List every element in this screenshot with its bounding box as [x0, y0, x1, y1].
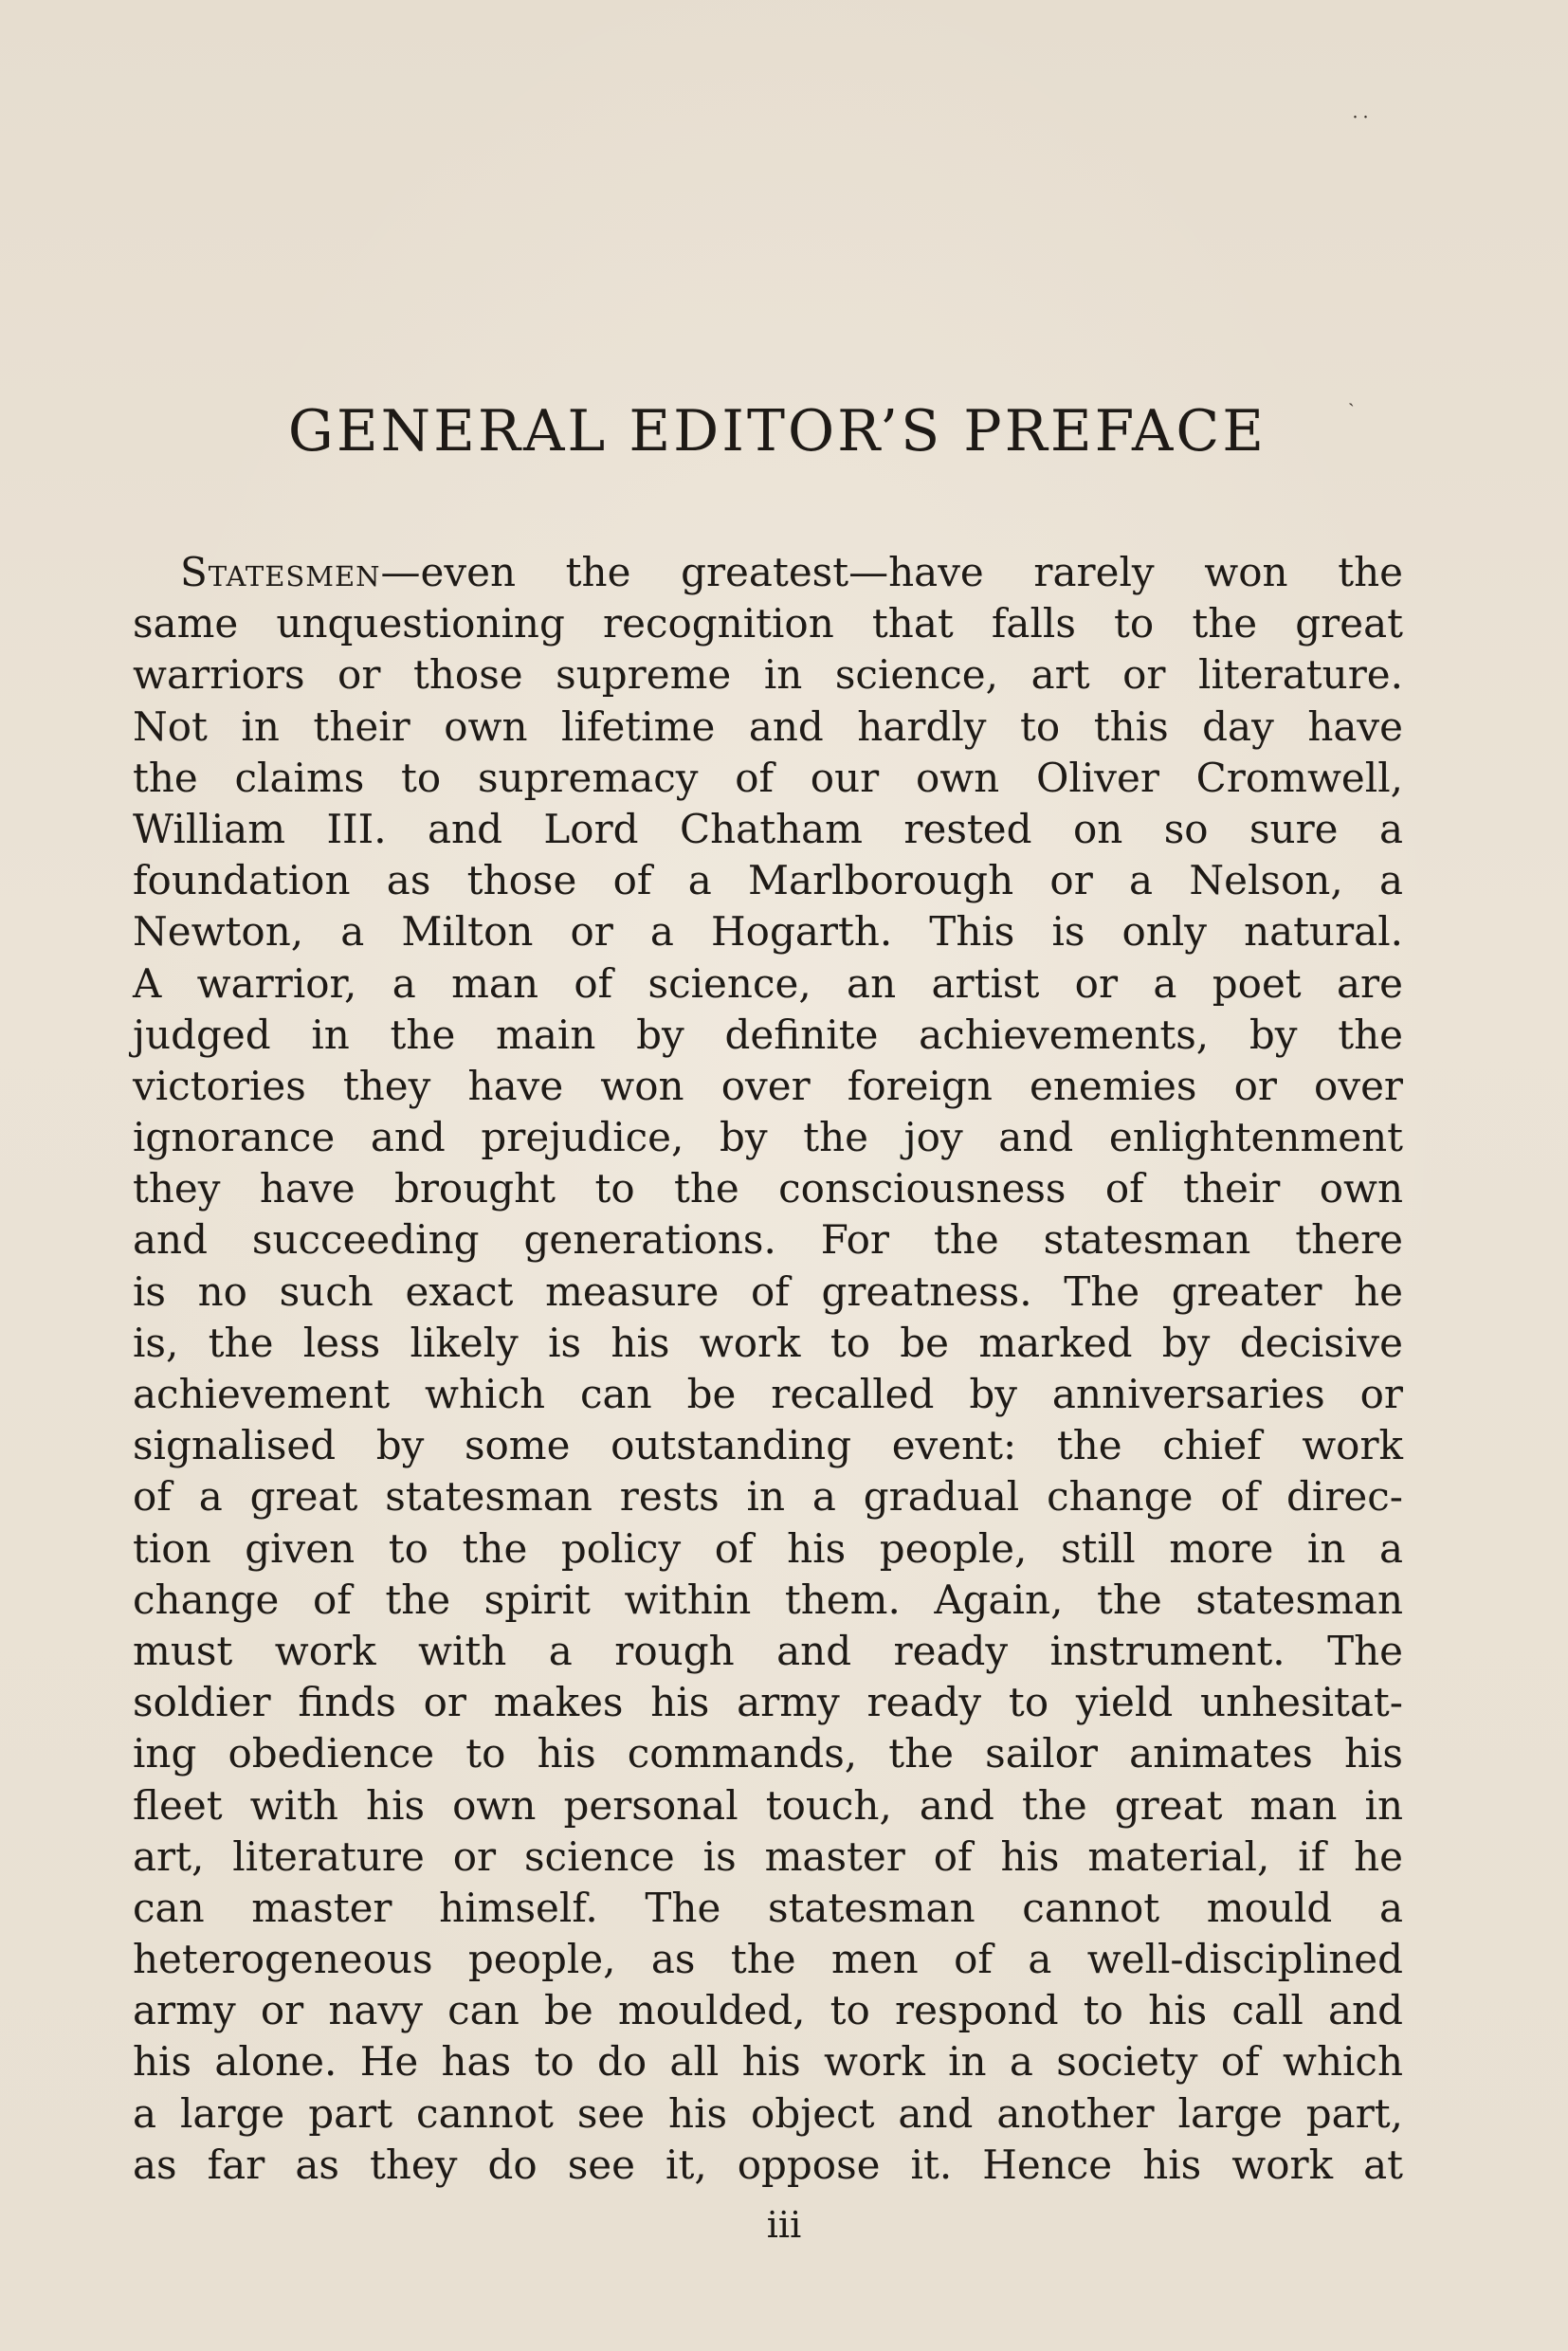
- text-line: of a great statesman rests in a gradual change of direc-: [133, 1473, 1403, 1521]
- text-line: a large part cannot see his object and another large part,: [133, 2089, 1403, 2137]
- text-line: his alone. He has to do all his work in a society of which: [133, 2038, 1403, 2086]
- text-line: can master himself. The statesman cannot mould a: [133, 1884, 1403, 1931]
- text-line: same unquestioning recognition that falls to the great: [133, 600, 1403, 647]
- text-line: as far as they do see it, oppose it. Hence his work at: [133, 2141, 1403, 2188]
- text-line: Statesmen—even the greatest—have rarely won the: [180, 549, 1403, 595]
- text-line: and succeeding generations. For the statesman there: [133, 1216, 1403, 1264]
- text-line: achievement which can be recalled by anniversaries or: [133, 1371, 1403, 1417]
- text-line: tion given to the policy of his people, still more in a: [133, 1524, 1403, 1572]
- ink-speck: ˙˙: [1350, 114, 1371, 137]
- preface-body: [133, 547, 1403, 2191]
- text-line: A warrior, a man of science, an artist or a poet are: [133, 959, 1403, 1007]
- text-line: signalised by some outstanding event: the chief work: [133, 1422, 1403, 1469]
- page-number: iii: [766, 2204, 802, 2246]
- text-line: heterogeneous people, as the men of a well-disciplined: [133, 1936, 1403, 1983]
- text-line: the claims to supremacy of our own Oliver Cromwell,: [133, 754, 1403, 801]
- opening-word: Statesmen: [180, 549, 381, 595]
- text-line: William III. and Lord Chatham rested on so sure a: [133, 805, 1403, 852]
- text-line: fleet with his own personal touch, and the great man in: [133, 1781, 1403, 1829]
- text-line: ing obedience to his commands, the sailor animates his: [133, 1730, 1403, 1777]
- page-heading: GENERAL EDITOR’S PREFACE: [287, 398, 1267, 465]
- text-line: soldier finds or makes his army ready to yield unhesitat-: [133, 1679, 1403, 1726]
- text-line: change of the spirit within them. Again, the statesman: [133, 1576, 1403, 1623]
- text-line: is, the less likely is his work to be marked by decisive: [133, 1319, 1403, 1366]
- ink-speck: ˎ: [1348, 384, 1355, 407]
- text-line: foundation as those of a Marlborough or a Nelson, a: [133, 857, 1403, 904]
- text-line: they have brought to the consciousness of their own: [133, 1165, 1403, 1212]
- text-line: Not in their own lifetime and hardly to this day have: [133, 702, 1403, 750]
- text-line: warriors or those supreme in science, art or literature.: [133, 651, 1403, 699]
- text-line: ignorance and prejudice, by the joy and enlightenment: [133, 1114, 1403, 1161]
- text-line: art, literature or science is master of his material, if he: [133, 1832, 1403, 1880]
- text-line: Newton, a Milton or a Hogarth. This is only natural.: [133, 908, 1403, 956]
- text-line: must work with a rough and ready instrument. The: [133, 1627, 1403, 1674]
- text-line: victories they have won over foreign enemies or over: [133, 1062, 1403, 1109]
- text-line: army or navy can be moulded, to respond to his call and: [133, 1987, 1403, 2034]
- text-line: judged in the main by definite achievements, by the: [133, 1011, 1403, 1058]
- text-line: is no such exact measure of greatness. The greater he: [133, 1267, 1403, 1315]
